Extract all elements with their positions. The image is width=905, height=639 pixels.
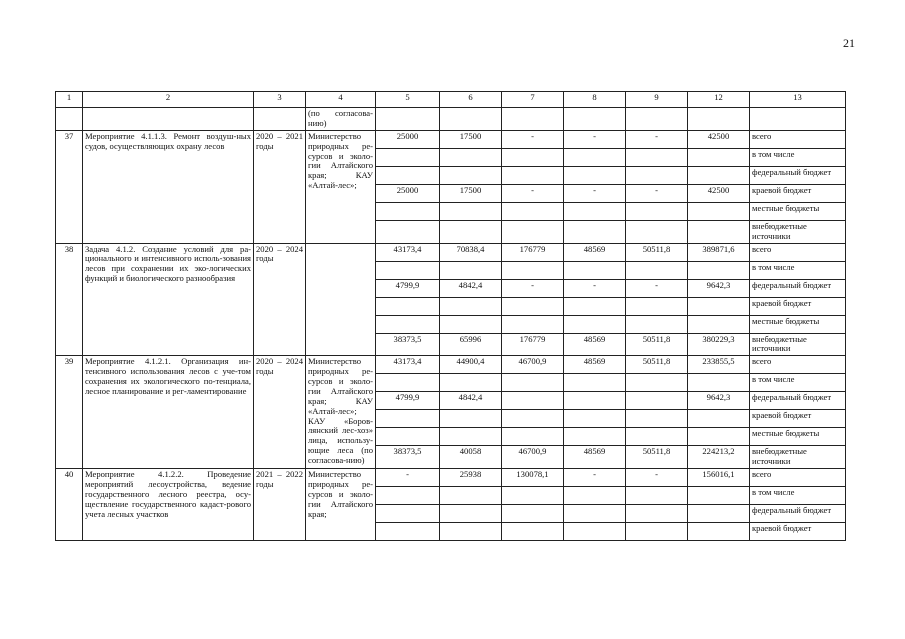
funding-source: всего [750, 356, 846, 374]
empty-cell [750, 108, 846, 131]
amount-cell [376, 202, 440, 220]
amount-cell [502, 374, 564, 392]
amount-cell [376, 297, 440, 315]
amount-cell: 50511,8 [626, 333, 688, 356]
amount-cell [440, 261, 502, 279]
amount-cell [626, 261, 688, 279]
executor [306, 243, 376, 356]
period: 2021 – 2022 годы [254, 469, 306, 541]
column-number: 2 [83, 92, 254, 108]
row-number: 37 [56, 130, 83, 243]
amount-cell: 25000 [376, 130, 440, 148]
amount-cell [502, 392, 564, 410]
amount-cell [376, 166, 440, 184]
amount-cell: 44900,4 [440, 356, 502, 374]
table-row [56, 243, 846, 261]
amount-cell: 40058 [440, 446, 502, 469]
amount-cell [564, 315, 626, 333]
amount-cell [440, 410, 502, 428]
amount-cell [564, 202, 626, 220]
amount-cell: 4799,9 [376, 392, 440, 410]
funding-source: внебюджетные источники [750, 446, 846, 469]
amount-cell: 17500 [440, 130, 502, 148]
amount-cell: 50511,8 [626, 446, 688, 469]
amount-cell [440, 148, 502, 166]
column-number: 6 [440, 92, 502, 108]
funding-source: в том числе [750, 487, 846, 505]
amount-cell [376, 410, 440, 428]
amount-cell [440, 428, 502, 446]
executor: Министерство природных ре-сурсов и эколо-гии Алтайского края; [306, 469, 376, 541]
amount-cell [564, 428, 626, 446]
executor: Министерство природных ре-сурсов и эколо-гии Алтайского края; КАУ «Алтай-лес»; КАУ «Боров-лянский лес-хоз» лица, использу-ющие леса (по согласова-нию) [306, 356, 376, 469]
amount-cell: 25000 [376, 184, 440, 202]
period: 2020 – 2021 годы [254, 130, 306, 243]
amount-cell [376, 523, 440, 541]
amount-cell [376, 261, 440, 279]
amount-cell [688, 166, 750, 184]
amount-cell [688, 261, 750, 279]
amount-cell [502, 202, 564, 220]
funding-source: внебюджетные источники [750, 220, 846, 243]
amount-cell: - [502, 184, 564, 202]
amount-cell: - [376, 469, 440, 487]
amount-cell: 380229,3 [688, 333, 750, 356]
amount-cell: 156016,1 [688, 469, 750, 487]
amount-cell: 9642,3 [688, 392, 750, 410]
executor-cell: (по согласова-нию) [306, 108, 376, 131]
amount-cell [688, 505, 750, 523]
funding-source: федеральный бюджет [750, 505, 846, 523]
amount-cell [626, 523, 688, 541]
amount-cell [376, 220, 440, 243]
amount-cell: 4799,9 [376, 279, 440, 297]
empty-cell [56, 108, 83, 131]
amount-cell [502, 166, 564, 184]
amount-cell [564, 505, 626, 523]
amount-cell: 389871,6 [688, 243, 750, 261]
funding-source: всего [750, 469, 846, 487]
amount-cell [502, 297, 564, 315]
amount-cell [440, 374, 502, 392]
amount-cell [688, 487, 750, 505]
row-number: 40 [56, 469, 83, 541]
amount-cell: 65996 [440, 333, 502, 356]
funding-source: федеральный бюджет [750, 279, 846, 297]
amount-cell [440, 523, 502, 541]
table-row [56, 469, 846, 487]
amount-cell: - [626, 184, 688, 202]
amount-cell: 38373,5 [376, 446, 440, 469]
measure-name: Задача 4.1.2. Создание условий для ра-ционального и интенсивного исполь-зования лесов при сохранении их эко-логических функций и биологического разнообразия [83, 243, 254, 356]
funding-source: краевой бюджет [750, 184, 846, 202]
amount-cell: - [626, 469, 688, 487]
amount-cell: 9642,3 [688, 279, 750, 297]
funding-source: внебюджетные источники [750, 333, 846, 356]
funding-source: в том числе [750, 261, 846, 279]
amount-cell: 43173,4 [376, 243, 440, 261]
amount-cell [626, 392, 688, 410]
funding-source: федеральный бюджет [750, 392, 846, 410]
amount-cell: 176779 [502, 333, 564, 356]
amount-cell [440, 505, 502, 523]
funding-source: местные бюджеты [750, 315, 846, 333]
amount-cell [564, 148, 626, 166]
amount-cell [564, 297, 626, 315]
amount-cell [502, 315, 564, 333]
period: 2020 – 2024 годы [254, 243, 306, 356]
amount-cell [564, 523, 626, 541]
column-number: 1 [56, 92, 83, 108]
empty-cell [254, 108, 306, 131]
table-body [56, 92, 846, 541]
amount-cell: 25938 [440, 469, 502, 487]
amount-cell: - [564, 130, 626, 148]
funding-source: всего [750, 243, 846, 261]
amount-cell: 130078,1 [502, 469, 564, 487]
amount-cell: 42500 [688, 130, 750, 148]
funding-source: краевой бюджет [750, 410, 846, 428]
amount-cell [502, 487, 564, 505]
measure-name: Мероприятие 4.1.1.3. Ремонт воздуш-ных судов, осуществляющих охрану лесов [83, 130, 254, 243]
amount-cell [626, 297, 688, 315]
amount-cell [688, 410, 750, 428]
amount-cell [376, 487, 440, 505]
amount-cell [564, 487, 626, 505]
amount-cell [688, 374, 750, 392]
amount-cell [564, 410, 626, 428]
amount-cell [376, 148, 440, 166]
amount-cell: - [564, 279, 626, 297]
amount-cell [564, 392, 626, 410]
amount-cell [564, 261, 626, 279]
column-number: 3 [254, 92, 306, 108]
amount-cell [502, 505, 564, 523]
amount-cell [440, 315, 502, 333]
empty-cell [564, 108, 626, 131]
amount-cell [626, 148, 688, 166]
amount-cell [688, 523, 750, 541]
amount-cell [376, 428, 440, 446]
amount-cell: - [502, 279, 564, 297]
column-number: 12 [688, 92, 750, 108]
amount-cell: - [626, 130, 688, 148]
amount-cell [564, 220, 626, 243]
amount-cell: 48569 [564, 333, 626, 356]
amount-cell [502, 220, 564, 243]
amount-cell: 46700,9 [502, 446, 564, 469]
amount-cell [376, 315, 440, 333]
amount-cell: 233855,5 [688, 356, 750, 374]
amount-cell [626, 505, 688, 523]
measure-name: Мероприятие 4.1.2.1. Организация ин-тенсивного использования лесов с уче-том сохранения их экологического по-тенциала, лесное планирование и рег-ламентирование [83, 356, 254, 469]
amount-cell [376, 374, 440, 392]
amount-cell: 48569 [564, 446, 626, 469]
amount-cell [626, 220, 688, 243]
budget-table [55, 91, 846, 541]
measure-name: Мероприятие 4.1.2.2. Проведение мероприятий лесоустройства, ведение государственного лесного реестра, осу-ществление государственного кадаст-рового учета лесных участков [83, 469, 254, 541]
amount-cell [502, 261, 564, 279]
amount-cell: - [564, 184, 626, 202]
row-number: 39 [56, 356, 83, 469]
amount-cell [626, 315, 688, 333]
amount-cell: 176779 [502, 243, 564, 261]
column-number: 7 [502, 92, 564, 108]
amount-cell [502, 523, 564, 541]
amount-cell [688, 315, 750, 333]
column-number: 8 [564, 92, 626, 108]
amount-cell [376, 505, 440, 523]
empty-cell [440, 108, 502, 131]
amount-cell: 4842,4 [440, 279, 502, 297]
amount-cell [440, 220, 502, 243]
funding-source: в том числе [750, 374, 846, 392]
funding-source: местные бюджеты [750, 202, 846, 220]
amount-cell [626, 374, 688, 392]
amount-cell [502, 428, 564, 446]
amount-cell: 50511,8 [626, 356, 688, 374]
table-row [56, 130, 846, 148]
amount-cell [626, 410, 688, 428]
page-number: 21 [843, 36, 855, 50]
amount-cell: 43173,4 [376, 356, 440, 374]
amount-cell [502, 410, 564, 428]
amount-cell [626, 166, 688, 184]
amount-cell: 50511,8 [626, 243, 688, 261]
amount-cell [626, 202, 688, 220]
column-number: 4 [306, 92, 376, 108]
amount-cell [626, 428, 688, 446]
amount-cell [502, 148, 564, 166]
empty-cell [376, 108, 440, 131]
column-number: 5 [376, 92, 440, 108]
amount-cell: - [564, 469, 626, 487]
funding-source: краевой бюджет [750, 297, 846, 315]
amount-cell: 48569 [564, 356, 626, 374]
amount-cell [440, 487, 502, 505]
empty-cell [502, 108, 564, 131]
empty-cell [688, 108, 750, 131]
funding-source: в том числе [750, 148, 846, 166]
amount-cell [688, 220, 750, 243]
amount-cell: 46700,9 [502, 356, 564, 374]
amount-cell: 70838,4 [440, 243, 502, 261]
amount-cell: 17500 [440, 184, 502, 202]
funding-source: федеральный бюджет [750, 166, 846, 184]
funding-source: краевой бюджет [750, 523, 846, 541]
amount-cell: - [626, 279, 688, 297]
empty-cell [83, 108, 254, 131]
amount-cell: - [502, 130, 564, 148]
empty-cell [626, 108, 688, 131]
amount-cell: 4842,4 [440, 392, 502, 410]
column-number: 9 [626, 92, 688, 108]
period: 2020 – 2024 годы [254, 356, 306, 469]
amount-cell [440, 202, 502, 220]
column-number-row [56, 92, 846, 108]
executor: Министерство природных ре-сурсов и эколо-гии Алтайского края; КАУ «Алтай-лес»; [306, 130, 376, 243]
amount-cell [688, 202, 750, 220]
amount-cell: 224213,2 [688, 446, 750, 469]
amount-cell [564, 166, 626, 184]
amount-cell: 38373,5 [376, 333, 440, 356]
continuation-row [56, 108, 846, 131]
row-number: 38 [56, 243, 83, 356]
amount-cell [440, 166, 502, 184]
amount-cell [564, 374, 626, 392]
amount-cell: 42500 [688, 184, 750, 202]
amount-cell [688, 428, 750, 446]
amount-cell [626, 487, 688, 505]
amount-cell [440, 297, 502, 315]
funding-source: всего [750, 130, 846, 148]
amount-cell [688, 297, 750, 315]
funding-source: местные бюджеты [750, 428, 846, 446]
amount-cell: 48569 [564, 243, 626, 261]
table-row [56, 356, 846, 374]
amount-cell [688, 148, 750, 166]
column-number: 13 [750, 92, 846, 108]
